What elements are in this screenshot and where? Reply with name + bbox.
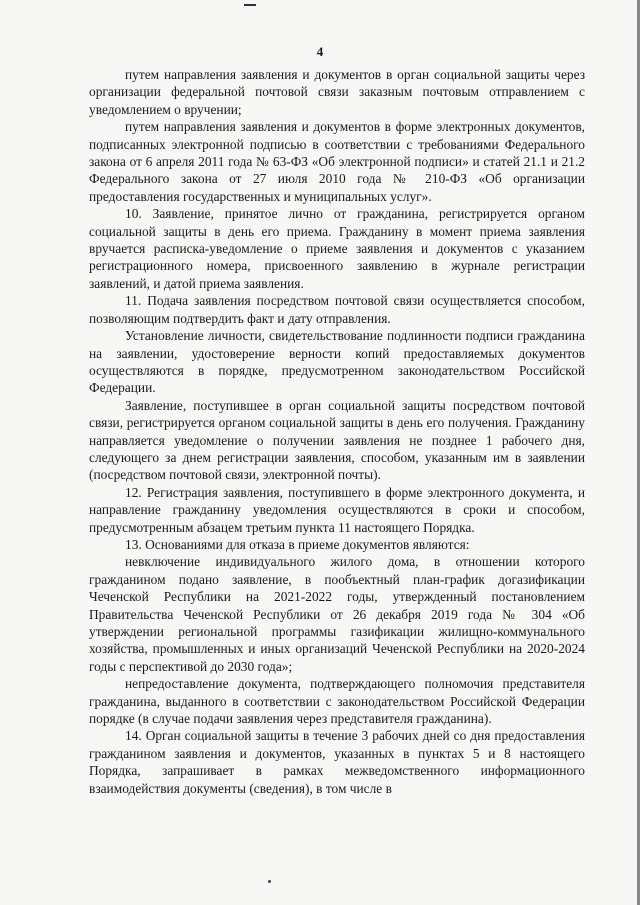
paragraph-item-10: 10. Заявление, принятое лично от гражданина, регистрируется органом социальной защиты в день его приема. Гражданину в момент приема заявления вручается расписка-уведомление о приеме заявления и документов с указанием регистрационного номера, присвоенного заявлению в журнале регистрации заявлений, и датой приема заявления.	[89, 206, 585, 291]
paragraph-refusal-reason-1: невключение индивидуального жилого дома, в отношении которого гражданином подано заявление, в пообъектный план-график догазификации Чеченской Республики на 2021-2022 годы, утвержденный постановлением Правительства Чеченской Республики от 26 декабря 2019 года № 304 «Об утверждении региональной программы газификации жилищно-коммунального хозяйства, промышленных и иных организаций Чеченской Республики на 2020-2024 годы с перспективой до 2030 года»;	[89, 554, 585, 674]
paragraph-electronic-submission: путем направления заявления и документов в форме электронных документов, подписанных электронной подписью в соответствии с требованиями Федерального закона от 6 апреля 2011 года № 63-ФЗ «Об электронной подписи» и статей 21.1 и 21.2 Федерального закона от 27 июля 2010 года № 210-ФЗ «Об организации предоставления государственных и муниципальных услуг».	[89, 119, 585, 204]
paragraph-item-13: 13. Основаниями для отказа в приеме документов являются:	[125, 536, 470, 552]
paragraph-item-14: 14. Орган социальной защиты в течение 3 рабочих дней со дня предоставления гражданином заявления и документов, указанных в пунктах 5 и 8 настоящего Порядка, запрашивает в рамках межведомственного информационного взаимодействия документы (сведения), в том числе в	[89, 728, 585, 796]
paragraph-postal-submission: путем направления заявления и документов в орган социальной защиты через организации федеральной почтовой связи заказным почтовым отправлением с уведомлением о вручении;	[89, 67, 585, 117]
paragraph-refusal-reason-2: непредоставление документа, подтверждающего полномочия представителя гражданина, выданного в соответствии с законодательством Российской Федерации порядке (в случае подачи заявления через представителя гражданина).	[89, 676, 585, 727]
paragraph-item-11: 11. Подача заявления посредством почтовой связи осуществляется способом, позволяющим подтвердить факт и дату отправления.	[89, 293, 585, 326]
document-body	[89, 66, 585, 797]
paragraph-identity-verification: Установление личности, свидетельствование подлинности подписи гражданина на заявлении, удостоверение верности копий предоставляемых документов осуществляются в порядке, предусмотренном законодательством Российской Федерации.	[89, 328, 585, 396]
paragraph-postal-registration: Заявление, поступившее в орган социальной защиты посредством почтовой связи, регистрируется органом социальной защиты в день его получения. Гражданину направляется уведомление о получении заявления не позднее 1 рабочего дня, следующего за днем регистрации заявления, способом, указанным им в заявлении (посредством почтовой связи, электронной почты).	[89, 397, 585, 483]
paragraph-item-12: 12. Регистрация заявления, поступившего в форме электронного документа, и направление гражданину уведомления осуществляются в сроки и способом, предусмотренным абзацем третьим пункта 11 настоящего Порядка.	[89, 484, 585, 535]
bottom-scan-mark	[268, 880, 271, 883]
top-scan-mark	[244, 4, 256, 6]
page-number: 4	[316, 44, 324, 59]
